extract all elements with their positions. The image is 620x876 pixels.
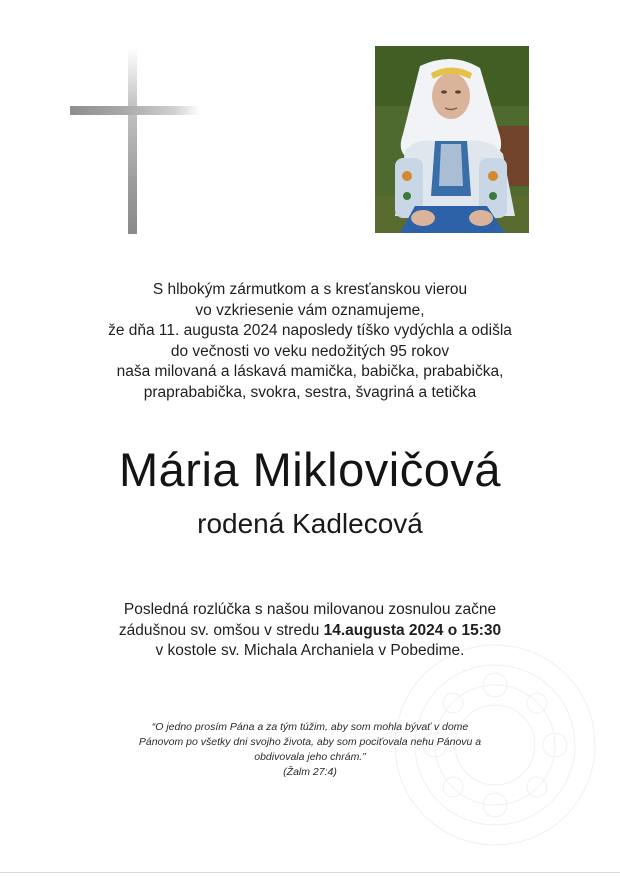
- maiden-name: rodená Kadlecová: [197, 508, 423, 539]
- quote-line: Pánovom po všetky dni svojho života, aby som pociťovala nehu Pánovu a: [138, 736, 482, 748]
- page-edge-divider: [0, 872, 620, 873]
- deceased-name: Mária Miklovičová: [119, 443, 501, 496]
- announcement-line: naša milovaná a láskavá mamička, babička, prababička,: [116, 363, 504, 380]
- announcement-line: praprababička, svokra, sestra, švagriná a tetička: [143, 383, 477, 401]
- farewell-line: Posledná rozlúčka s našou milovanou zosnulou začne: [123, 601, 497, 618]
- cross-horizontal-bar: [70, 106, 200, 115]
- announcement-text: [40, 280, 580, 403]
- farewell-line: v kostole sv. Michala Archaniela v Pobedime.: [155, 642, 465, 659]
- farewell-text: [40, 600, 580, 662]
- announcement-line: S hlbokým zármutkom a s kresťanskou vierou: [152, 281, 468, 298]
- portrait-photo: [375, 46, 529, 233]
- farewell-line: [40, 621, 580, 642]
- quote-line: “O jedno prosím Pána a za tým túžim, aby som mohla bývať v dome: [151, 721, 469, 733]
- farewell-datetime: 14.augusta 2024 o 15:30: [323, 621, 502, 639]
- announcement-line: do večnosti vo veku nedožitých 95 rokov: [170, 342, 450, 360]
- quote-source: (Žalm 27:4): [283, 766, 337, 778]
- portrait-illustration: [375, 46, 529, 233]
- farewell-line-prefix: zádušnou sv. omšou v stredu: [118, 621, 324, 639]
- psalm-quote: [90, 720, 530, 780]
- announcement-line: že dňa 11. augusta 2024 naposledy tíško vydýchla a odišla: [108, 322, 512, 339]
- quote-line: obdivovala jeho chrám.”: [254, 751, 366, 763]
- announcement-line: vo vzkriesenie vám oznamujeme,: [195, 301, 425, 319]
- cross-vertical-bar: [128, 48, 137, 234]
- cross-icon: [70, 48, 200, 234]
